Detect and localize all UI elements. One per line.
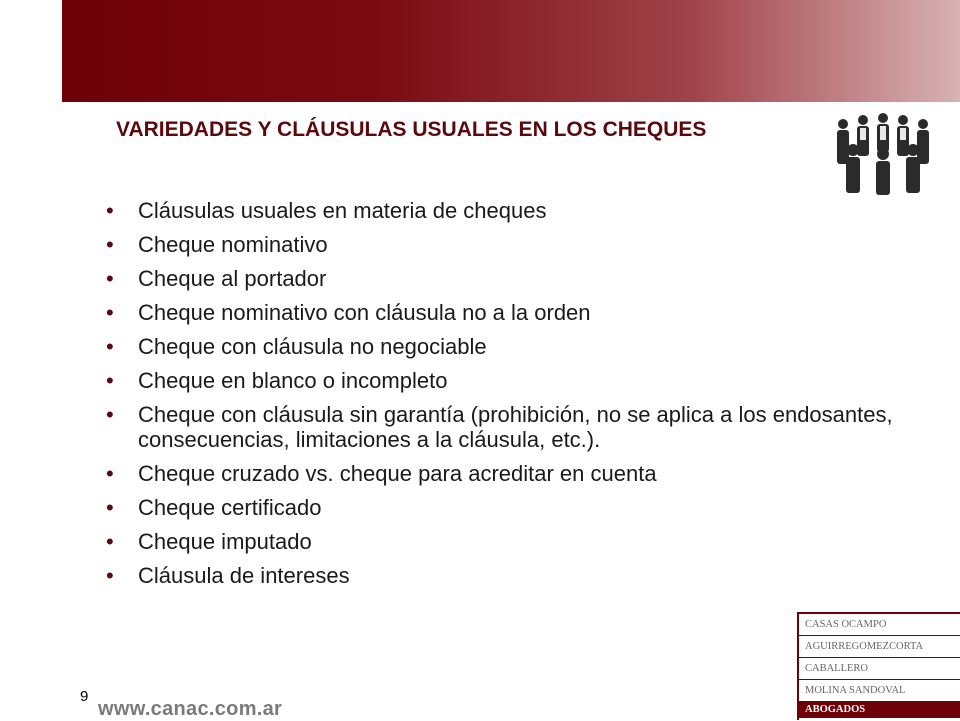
bullet-item bbox=[106, 529, 916, 554]
bullet-item bbox=[106, 334, 916, 359]
firm-logo bbox=[797, 612, 960, 720]
firm-logo-line: CABALLERO bbox=[799, 658, 960, 680]
bullet-text: Cheque nominativo con cláusula no a la orden bbox=[138, 300, 591, 325]
bullet-item bbox=[106, 232, 916, 257]
bullet-text: Cheque al portador bbox=[138, 266, 327, 291]
bullet-list bbox=[106, 198, 916, 597]
bullet-text: Cheque con cláusula no negociable bbox=[138, 334, 487, 359]
team-huddle-icon bbox=[823, 110, 943, 196]
slide-title: VARIEDADES Y CLÁUSULAS USUALES EN LOS CHEQUES bbox=[116, 118, 707, 141]
firm-logo-line: AGUIRREGOMEZCORTA bbox=[799, 636, 960, 658]
bullet-dot: • bbox=[106, 563, 114, 588]
bullet-dot: • bbox=[106, 232, 114, 257]
firm-logo-line: CASAS OCAMPO bbox=[799, 614, 960, 636]
bullet-dot: • bbox=[106, 461, 114, 486]
bullet-dot: • bbox=[106, 198, 114, 223]
firm-logo-line: ABOGADOS bbox=[799, 702, 960, 718]
bullet-item bbox=[106, 495, 916, 520]
bullet-dot: • bbox=[106, 495, 114, 520]
bullet-dot: • bbox=[106, 334, 114, 359]
bullet-item bbox=[106, 266, 916, 291]
bullet-text: Cheque cruzado vs. cheque para acreditar en cuenta bbox=[138, 461, 657, 486]
bullet-item bbox=[106, 368, 916, 393]
bullet-item bbox=[106, 402, 916, 452]
bullet-dot: • bbox=[106, 368, 114, 393]
bullet-dot: • bbox=[106, 402, 114, 427]
bullet-text: Cheque con cláusula sin garantía (prohibición, no se aplica a los endosantes, consecuencias, limitaciones a la cláusula, etc.). bbox=[138, 402, 893, 452]
bullet-item bbox=[106, 563, 916, 588]
bullet-item bbox=[106, 300, 916, 325]
bullet-dot: • bbox=[106, 300, 114, 325]
bullet-dot: • bbox=[106, 266, 114, 291]
bullet-item bbox=[106, 461, 916, 486]
bullet-text: Cheque imputado bbox=[138, 529, 312, 554]
firm-logo-line: MOLINA SANDOVAL bbox=[799, 680, 960, 702]
bullet-text: Cláusula de intereses bbox=[138, 563, 350, 588]
page-number: 9 bbox=[80, 688, 89, 705]
header-banner bbox=[62, 0, 960, 102]
bullet-text: Cheque nominativo bbox=[138, 232, 328, 257]
bullet-item bbox=[106, 198, 916, 223]
bullet-text: Cheque en blanco o incompleto bbox=[138, 368, 448, 393]
footer-url[interactable]: www.canac.com.ar bbox=[98, 698, 283, 720]
bullet-text: Cláusulas usuales en materia de cheques bbox=[138, 198, 547, 223]
bullet-dot: • bbox=[106, 529, 114, 554]
bullet-text: Cheque certificado bbox=[138, 495, 322, 520]
